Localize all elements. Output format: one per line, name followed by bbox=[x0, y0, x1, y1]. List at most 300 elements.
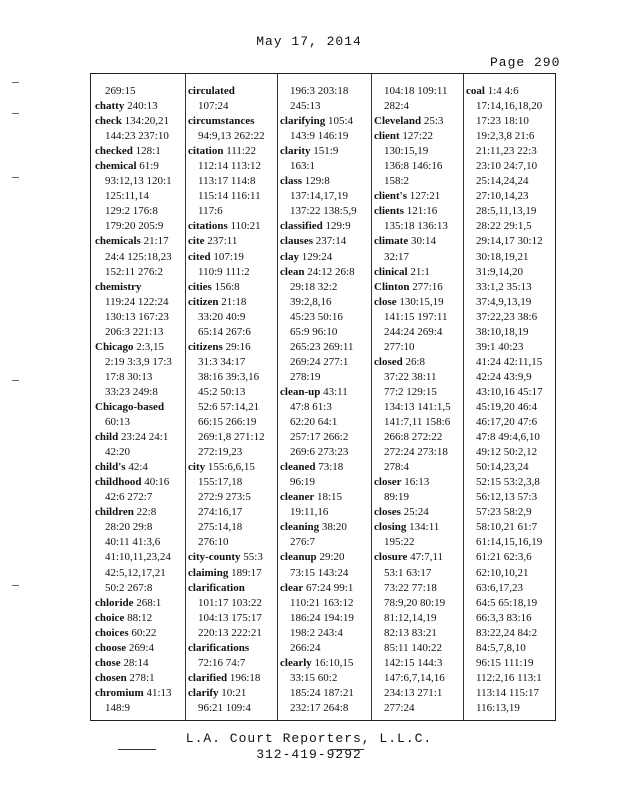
page-references: 72:16 74:7 bbox=[198, 656, 246, 669]
page-references: 269:6 273:23 bbox=[290, 446, 349, 459]
index-entry bbox=[374, 355, 462, 370]
index-entry bbox=[466, 174, 554, 189]
page-references: 163:1 bbox=[290, 160, 316, 173]
page-references: 57:23 58:2,9 bbox=[476, 506, 532, 519]
page-references: 137:14,17,19 bbox=[290, 190, 349, 203]
page-references: 61:21 62:3,6 bbox=[476, 551, 532, 564]
index-entry bbox=[188, 355, 276, 370]
index-entry bbox=[466, 144, 554, 159]
margin-mark bbox=[12, 177, 19, 178]
page-references: 265:23 269:11 bbox=[290, 340, 354, 353]
index-entry bbox=[466, 535, 554, 550]
index-entry bbox=[466, 99, 554, 114]
page-references: 27:10,14,23 bbox=[476, 190, 529, 203]
page-references: 245:13 bbox=[290, 100, 321, 113]
page-references: 186:24 194:19 bbox=[290, 611, 354, 624]
index-term: check bbox=[95, 115, 122, 128]
index-entry bbox=[374, 520, 462, 535]
page-references: 96:21 109:4 bbox=[198, 701, 251, 714]
index-entry bbox=[280, 686, 368, 701]
index-column-2 bbox=[188, 84, 276, 716]
index-entry bbox=[374, 280, 462, 295]
index-entry bbox=[374, 550, 462, 565]
page-references: 30:14 bbox=[410, 235, 437, 248]
page-references: 119:24 122:24 bbox=[105, 295, 169, 308]
index-entry bbox=[374, 144, 462, 159]
index-entry bbox=[374, 340, 462, 355]
index-term: clearly bbox=[280, 656, 312, 669]
page-references: 56:12,13 57:3 bbox=[476, 491, 538, 504]
index-entry bbox=[374, 189, 462, 204]
page-references: 266:8 272:22 bbox=[384, 431, 443, 444]
index-term: cleaning bbox=[280, 521, 320, 534]
index-column-3 bbox=[280, 84, 368, 716]
page-references: 50:14,23,24 bbox=[476, 461, 529, 474]
page-references: 136:8 146:16 bbox=[384, 160, 443, 173]
index-term: children bbox=[95, 506, 134, 519]
page-references: 42:6 272:7 bbox=[105, 491, 153, 504]
page-references: 73:15 143:24 bbox=[290, 566, 349, 579]
page-references: 156:8 bbox=[214, 280, 240, 293]
index-entry bbox=[374, 445, 462, 460]
index-entry bbox=[95, 340, 183, 355]
page-references: 1:4 4:6 bbox=[487, 85, 519, 97]
index-entry bbox=[188, 310, 276, 325]
index-entry bbox=[374, 219, 462, 234]
page-references: 142:15 144:3 bbox=[384, 656, 443, 669]
page-references: 37:4,9,13,19 bbox=[476, 295, 532, 308]
page-references: 21:1 bbox=[410, 265, 430, 278]
index-entry bbox=[374, 234, 462, 249]
page-references: 45:23 50:16 bbox=[290, 310, 343, 323]
page-references: 41:24 42:11,15 bbox=[476, 355, 543, 368]
index-entry bbox=[188, 174, 276, 189]
index-entry bbox=[188, 99, 276, 114]
index-entry bbox=[188, 430, 276, 445]
page-references: 129:24 bbox=[301, 250, 333, 263]
page-references: 198:2 243:4 bbox=[290, 626, 343, 639]
index-entry bbox=[466, 400, 554, 415]
page-references: 65:14 267:6 bbox=[198, 325, 251, 338]
page-references: 23:10 24:7,10 bbox=[476, 160, 538, 173]
page-references: 128:1 bbox=[135, 145, 161, 158]
index-entry bbox=[280, 295, 368, 310]
page-references: 47:7,11 bbox=[410, 551, 444, 564]
page-references: 129:8 bbox=[304, 175, 330, 188]
index-entry bbox=[280, 250, 368, 265]
page-references: 17:8 30:13 bbox=[105, 370, 153, 383]
index-entry bbox=[374, 505, 462, 520]
index-entry bbox=[188, 295, 276, 310]
index-entry bbox=[95, 265, 183, 280]
margin-mark bbox=[12, 113, 19, 114]
index-entry bbox=[280, 340, 368, 355]
index-entry bbox=[374, 641, 462, 656]
index-entry bbox=[280, 626, 368, 641]
index-entry bbox=[95, 475, 183, 490]
page-references: 32:17 bbox=[384, 250, 410, 263]
index-entry bbox=[374, 310, 462, 325]
index-term: clay bbox=[280, 250, 299, 263]
index-entry bbox=[95, 596, 183, 611]
page-references: 29:14,17 30:12 bbox=[476, 235, 543, 248]
index-term: clarify bbox=[188, 686, 219, 699]
index-entry bbox=[374, 611, 462, 626]
page-references: 274:16,17 bbox=[198, 506, 243, 519]
page-references: 134:11 bbox=[409, 521, 440, 534]
index-entry bbox=[280, 400, 368, 415]
index-entry bbox=[466, 129, 554, 144]
index-entry bbox=[466, 626, 554, 641]
index-term: cite bbox=[188, 235, 205, 248]
index-entry bbox=[374, 686, 462, 701]
index-entry bbox=[466, 114, 554, 129]
index-term: chloride bbox=[95, 596, 134, 609]
index-term: closed bbox=[374, 355, 403, 368]
page-references: 29:20 bbox=[319, 551, 345, 564]
index-entry bbox=[280, 234, 368, 249]
index-entry bbox=[95, 129, 183, 144]
page-references: 277:10 bbox=[384, 340, 415, 353]
page-references: 237:14 bbox=[315, 235, 347, 248]
index-entry bbox=[95, 445, 183, 460]
index-entry bbox=[188, 520, 276, 535]
index-entry bbox=[466, 310, 554, 325]
page-references: 107:24 bbox=[198, 100, 229, 113]
page-references: 17:23 18:10 bbox=[476, 115, 529, 128]
page-references: 52:15 53:2,3,8 bbox=[476, 476, 540, 489]
index-term: coal bbox=[466, 85, 485, 97]
index-entry bbox=[280, 566, 368, 581]
page-references: 272:19,23 bbox=[198, 446, 243, 459]
index-entry bbox=[280, 280, 368, 295]
page-references: 40:16 bbox=[144, 476, 170, 489]
page-references: 278:19 bbox=[290, 370, 321, 383]
index-entry bbox=[95, 234, 183, 249]
column-divider bbox=[463, 74, 464, 720]
index-term: chemicals bbox=[95, 235, 141, 248]
page-references: 41:13 bbox=[146, 686, 172, 699]
page-references: 31:3 34:17 bbox=[198, 355, 246, 368]
index-entry bbox=[95, 174, 183, 189]
index-entry bbox=[374, 114, 462, 129]
index-entry bbox=[466, 340, 554, 355]
page-references: 179:20 205:9 bbox=[105, 220, 164, 233]
page-references: 82:13 83:21 bbox=[384, 626, 437, 639]
index-entry bbox=[466, 250, 554, 265]
index-entry bbox=[374, 370, 462, 385]
page-references: 10:21 bbox=[221, 686, 247, 699]
index-entry bbox=[466, 370, 554, 385]
page-references: 78:9,20 80:19 bbox=[384, 596, 446, 609]
page-references: 155:6,6,15 bbox=[207, 461, 255, 474]
index-entry bbox=[188, 129, 276, 144]
page-references: 134:13 141:1,5 bbox=[384, 400, 451, 413]
index-term: close bbox=[374, 295, 397, 308]
index-term: chose bbox=[95, 656, 121, 669]
index-entry bbox=[466, 325, 554, 340]
index-entry bbox=[466, 189, 554, 204]
index-entry bbox=[95, 520, 183, 535]
index-entry bbox=[188, 250, 276, 265]
index-entry bbox=[188, 505, 276, 520]
index-column-5 bbox=[466, 84, 554, 716]
index-entry bbox=[374, 174, 462, 189]
index-entry bbox=[374, 535, 462, 550]
index-entry bbox=[188, 144, 276, 159]
index-entry bbox=[466, 355, 554, 370]
index-term: clients bbox=[374, 205, 404, 218]
page-references: 115:14 116:11 bbox=[198, 190, 261, 203]
footer-phone: 312-419-9292 bbox=[256, 747, 362, 762]
page-references: 144:23 237:10 bbox=[105, 130, 169, 143]
index-entry bbox=[95, 385, 183, 400]
page-references: 141:15 197:11 bbox=[384, 310, 448, 323]
index-entry bbox=[188, 445, 276, 460]
page-references: 269:15 bbox=[105, 85, 136, 97]
index-entry bbox=[95, 250, 183, 265]
index-entry bbox=[188, 581, 276, 596]
page-references: 29:16 bbox=[225, 340, 251, 353]
page-references: 112:2,16 113:1 bbox=[476, 671, 542, 684]
page-references: 38:10,18,19 bbox=[476, 325, 529, 338]
index-entry bbox=[188, 671, 276, 686]
page-references: 110:21 bbox=[230, 220, 261, 233]
page-references: 61:14,15,16,19 bbox=[476, 536, 543, 549]
page-references: 269:4 bbox=[128, 641, 154, 654]
page-references: 39:2,8,16 bbox=[290, 295, 332, 308]
index-entry bbox=[280, 415, 368, 430]
page-references: 275:14,18 bbox=[198, 521, 243, 534]
index-entry bbox=[95, 671, 183, 686]
page-references: 130:15,19 bbox=[399, 295, 444, 308]
index-entry bbox=[188, 701, 276, 716]
index-entry bbox=[466, 701, 554, 716]
index-term: citizens bbox=[188, 340, 223, 353]
index-entry bbox=[188, 234, 276, 249]
page-references: 130:13 167:23 bbox=[105, 310, 169, 323]
footer-rule-left bbox=[118, 749, 156, 750]
index-entry bbox=[188, 219, 276, 234]
index-entry bbox=[280, 430, 368, 445]
page-references: 60:22 bbox=[131, 626, 157, 639]
page-references: 240:13 bbox=[127, 100, 158, 113]
index-entry bbox=[188, 265, 276, 280]
page-references: 18:15 bbox=[316, 491, 343, 504]
index-entry bbox=[280, 550, 368, 565]
index-entry bbox=[280, 204, 368, 219]
index-entry bbox=[188, 626, 276, 641]
index-entry bbox=[95, 219, 183, 234]
index-entry bbox=[374, 460, 462, 475]
index-entry bbox=[188, 370, 276, 385]
index-entry bbox=[95, 204, 183, 219]
index-entry bbox=[374, 671, 462, 686]
page-references: 105:4 bbox=[327, 115, 354, 128]
page-references: 52:6 57:14,21 bbox=[198, 400, 260, 413]
index-entry bbox=[374, 400, 462, 415]
page-references: 66:15 266:19 bbox=[198, 416, 257, 429]
page-references: 96:15 111:19 bbox=[476, 656, 534, 669]
page-references: 113:17 114:8 bbox=[198, 175, 256, 188]
page-references: 62:20 64:1 bbox=[290, 416, 338, 429]
index-entry bbox=[374, 250, 462, 265]
page-references: 276:10 bbox=[198, 536, 229, 549]
index-entry bbox=[466, 219, 554, 234]
page-references: 22:8 bbox=[136, 506, 157, 519]
index-entry bbox=[188, 550, 276, 565]
page-references: 43:10,16 45:17 bbox=[476, 385, 543, 398]
index-term: Chicago bbox=[95, 340, 134, 353]
page-references: 189:17 bbox=[231, 566, 262, 579]
page-references: 127:22 bbox=[402, 130, 433, 143]
page-references: 134:20,21 bbox=[124, 115, 169, 128]
page-references: 2:19 3:3,9 17:3 bbox=[105, 355, 172, 368]
index-entry bbox=[188, 385, 276, 400]
page-references: 282:4 bbox=[384, 100, 410, 113]
page-references: 67:24 99:1 bbox=[305, 581, 354, 594]
index-term: citation bbox=[188, 145, 224, 158]
page-references: 2:3,15 bbox=[136, 340, 165, 353]
page-references: 158:2 bbox=[384, 175, 410, 188]
index-entry bbox=[466, 460, 554, 475]
page-references: 129:9 bbox=[325, 220, 351, 233]
page-references: 195:22 bbox=[384, 536, 415, 549]
index-entry bbox=[466, 430, 554, 445]
index-entry bbox=[188, 611, 276, 626]
index-entry bbox=[374, 385, 462, 400]
page-references: 278:4 bbox=[384, 461, 410, 474]
page-references: 73:22 77:18 bbox=[384, 581, 437, 594]
index-entry bbox=[280, 535, 368, 550]
index-entry bbox=[466, 415, 554, 430]
page-references: 58:10,21 61:7 bbox=[476, 521, 538, 534]
index-term: choice bbox=[95, 611, 125, 624]
index-entry bbox=[188, 204, 276, 219]
index-entry bbox=[280, 129, 368, 144]
page-references: 269:1,8 271:12 bbox=[198, 431, 265, 444]
column-divider bbox=[185, 74, 186, 720]
page-references: 25:24 bbox=[403, 506, 429, 519]
index-entry bbox=[188, 280, 276, 295]
index-entry bbox=[188, 84, 276, 99]
page-references: 28:14 bbox=[123, 656, 149, 669]
index-entry bbox=[95, 370, 183, 385]
page-references: 19:11,16 bbox=[290, 506, 329, 519]
index-entry bbox=[280, 144, 368, 159]
page-references: 21:17 bbox=[143, 235, 169, 248]
page-references: 104:18 109:11 bbox=[384, 85, 448, 97]
page-references: 85:11 140:22 bbox=[384, 641, 442, 654]
index-term: child bbox=[95, 431, 119, 444]
index-entry bbox=[95, 415, 183, 430]
index-entry bbox=[95, 505, 183, 520]
index-entry bbox=[188, 415, 276, 430]
index-table bbox=[90, 73, 556, 721]
index-entry bbox=[280, 310, 368, 325]
page-references: 66:3,3 83:16 bbox=[476, 611, 532, 624]
page-references: 112:14 113:12 bbox=[198, 160, 262, 173]
index-entry bbox=[95, 310, 183, 325]
index-entry bbox=[466, 295, 554, 310]
index-entry bbox=[466, 475, 554, 490]
index-entry bbox=[374, 475, 462, 490]
page-references: 111:22 bbox=[226, 145, 256, 158]
index-entry bbox=[95, 626, 183, 641]
index-entry bbox=[374, 566, 462, 581]
page-references: 33:1,2 35:13 bbox=[476, 280, 532, 293]
index-entry bbox=[95, 99, 183, 114]
index-entry bbox=[374, 129, 462, 144]
page-references: 110:9 111:2 bbox=[198, 265, 250, 278]
index-term: cleaner bbox=[280, 491, 315, 504]
index-term: citizen bbox=[188, 295, 219, 308]
index-entry bbox=[188, 400, 276, 415]
index-term: child's bbox=[95, 461, 126, 474]
index-entry bbox=[280, 174, 368, 189]
index-entry bbox=[95, 611, 183, 626]
index-term: childhood bbox=[95, 476, 142, 489]
page-references: 19:2,3,8 21:6 bbox=[476, 130, 535, 143]
page-references: 148:9 bbox=[105, 701, 131, 714]
index-entry bbox=[280, 385, 368, 400]
page-references: 89:19 bbox=[384, 491, 410, 504]
index-entry bbox=[188, 340, 276, 355]
page-references: 135:18 136:13 bbox=[384, 220, 448, 233]
index-entry bbox=[374, 159, 462, 174]
index-entry bbox=[280, 265, 368, 280]
page-references: 49:12 50:2,12 bbox=[476, 446, 538, 459]
page-references: 17:14,16,18,20 bbox=[476, 100, 543, 113]
index-entry bbox=[466, 641, 554, 656]
page-references: 220:13 222:21 bbox=[198, 626, 262, 639]
index-entry bbox=[95, 84, 183, 99]
index-entry bbox=[280, 611, 368, 626]
index-term: classified bbox=[280, 220, 323, 233]
index-term: cities bbox=[188, 280, 212, 293]
page-references: 141:7,11 158:6 bbox=[384, 416, 451, 429]
page-references: 83:22,24 84:2 bbox=[476, 626, 538, 639]
index-entry bbox=[188, 114, 276, 129]
index-entry bbox=[280, 490, 368, 505]
index-term: cleanup bbox=[280, 551, 317, 564]
page-references: 31:9,14,20 bbox=[476, 265, 524, 278]
page-references: 196:3 203:18 bbox=[290, 85, 349, 97]
index-entry bbox=[280, 701, 368, 716]
index-entry bbox=[466, 445, 554, 460]
index-term: checked bbox=[95, 145, 133, 158]
index-entry bbox=[95, 566, 183, 581]
index-entry bbox=[188, 656, 276, 671]
page-references: 21:18 bbox=[221, 295, 247, 308]
page-references: 143:9 146:19 bbox=[290, 130, 349, 143]
index-entry bbox=[374, 84, 462, 99]
page-references: 16:13 bbox=[404, 476, 430, 489]
margin-mark bbox=[12, 585, 19, 586]
page-references: 37:22,23 38:6 bbox=[476, 310, 538, 323]
footer-company: L.A. Court Reporters, L.L.C. bbox=[185, 731, 433, 746]
page-references: 28:22 29:1,5 bbox=[476, 220, 532, 233]
page-references: 45:2 50:13 bbox=[198, 385, 246, 398]
page-references: 266:24 bbox=[290, 641, 321, 654]
index-entry bbox=[280, 475, 368, 490]
index-term: closer bbox=[374, 476, 402, 489]
index-entry bbox=[466, 581, 554, 596]
page-references: 117:6 bbox=[198, 205, 223, 218]
index-entry bbox=[466, 280, 554, 295]
page-references: 33:15 60:2 bbox=[290, 671, 338, 684]
index-entry bbox=[95, 295, 183, 310]
